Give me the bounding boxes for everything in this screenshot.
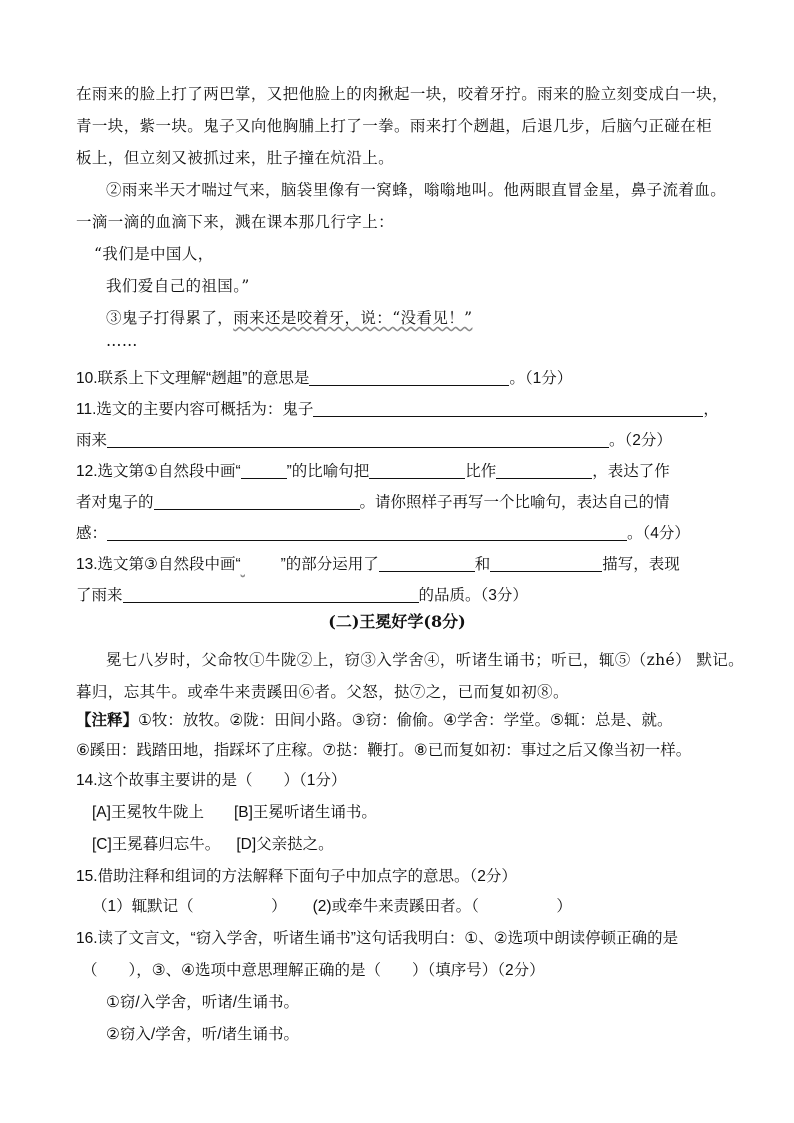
q14-option-c[interactable]: [C]王冕暮归忘牛。 xyxy=(92,836,221,853)
notes-line2: ⑥蹊田：践踏田地，指踩坏了庄稼。⑦挞：鞭打。⑧已而复如初：事过之后又像当初一样。 xyxy=(76,742,692,759)
passage-ellipsis: …… xyxy=(106,332,138,350)
q12-text-c: 比作 xyxy=(465,463,497,480)
q12-score: 。（4分） xyxy=(627,525,690,542)
section-2-title: (二)王冕好学(8分) xyxy=(328,612,466,631)
q13-answer-blank-3[interactable] xyxy=(123,586,419,603)
q14-option-b[interactable]: [B]王冕听诸生诵书。 xyxy=(233,804,377,821)
question-11-line1 xyxy=(76,397,719,419)
q11-answer-blank-1[interactable] xyxy=(313,400,703,417)
passage-quote-line1: “我们是中国人， xyxy=(94,245,214,263)
q15-item-2[interactable]: (2)或牵牛来责蹊田者。（ ） xyxy=(312,898,572,915)
q13-wavy-sample xyxy=(241,556,281,574)
q10-score: 。（1分） xyxy=(509,370,573,387)
q12-answer-blank-3[interactable] xyxy=(154,493,360,510)
q11-text-2: 雨来 xyxy=(76,432,108,449)
q12-underline-sample xyxy=(241,462,287,479)
passage-p1-line2: 青一块，紫一块。鬼子又向他胸脯上打了一拳。雨来打个趔趄，后退几步，后脑勺正碰在柜 xyxy=(76,117,713,135)
q15-item-1[interactable]: （1）辄默记（ ） xyxy=(92,898,287,915)
q13-text-b: ”的部分运用了 xyxy=(280,556,379,573)
question-12-line1 xyxy=(76,459,670,481)
passage-p1-line3: 板上，但立刻又被抓过来，肚子撞在炕沿上。 xyxy=(76,149,395,167)
notes-line1 xyxy=(76,708,673,730)
q14-option-d[interactable]: [D]父亲挞之。 xyxy=(236,836,334,853)
q12-text-g: 感： xyxy=(76,525,108,542)
passage-p3-wavy-underlined: 雨来还是咬着牙，说：“没看见！” xyxy=(233,309,473,327)
q15-items xyxy=(92,894,572,916)
passage-quote-line2: 我们爱自己的祖国。” xyxy=(106,277,250,295)
q13-text-e: 了雨来 xyxy=(76,587,123,604)
question-11-line2 xyxy=(76,428,672,450)
q13-answer-blank-2[interactable] xyxy=(490,555,602,572)
passage-p2-line2: 一滴一滴的血滴下来，溅在课本那几行字上： xyxy=(76,213,395,231)
q13-answer-blank-1[interactable] xyxy=(379,555,475,572)
q14-options-row1 xyxy=(92,800,377,822)
q13-text-d: 描写，表现 xyxy=(602,556,680,573)
question-15: 15.借助注释和组词的方法解释下面句子中加点字的意思。（2分） xyxy=(76,868,517,885)
q12-text-f: 。请你照样子再写一个比喻句，表达自己的情 xyxy=(359,494,670,511)
q10-answer-blank[interactable] xyxy=(309,369,509,386)
q13-text-a: 13.选文第③自然段中画“ xyxy=(76,556,241,573)
q12-answer-blank-2[interactable] xyxy=(496,462,592,479)
q13-score: 的品质。（3分） xyxy=(418,587,528,604)
passage-p3-prefix: ③鬼子打得累了， xyxy=(106,309,234,327)
question-14: 14.这个故事主要讲的是（ ）（1分） xyxy=(76,772,347,789)
q16-option-1: ①窃/入学舍，听诸/生诵书。 xyxy=(106,994,300,1011)
q12-text-a: 12.选文第①自然段中画“ xyxy=(76,463,241,480)
passage-p3 xyxy=(106,306,472,328)
question-10 xyxy=(76,366,572,388)
classical-text-line1: 冕七八岁时，父命牧①牛陇②上，窃③入学舍④，听诸生诵书；听已，辄⑤（zhé） 默记。 xyxy=(106,651,745,669)
q14-option-a[interactable]: [A]王冕牧牛陇上 xyxy=(92,804,204,821)
question-12-line3 xyxy=(76,521,690,543)
notes-line1-text: ①牧：放牧。②陇：田间小路。③窃：偷偷。④学舍：学堂。⑤辄：总是、就。 xyxy=(138,712,673,729)
q11-answer-blank-2[interactable] xyxy=(107,431,609,448)
question-12-line2 xyxy=(76,490,670,512)
q11-score: 。（2分） xyxy=(609,432,672,449)
q11-text: 11.选文的主要内容可概括为：鬼子 xyxy=(76,401,314,418)
question-13-line2 xyxy=(76,583,528,605)
q16-option-2: ②窃入/学舍，听/诸生诵书。 xyxy=(106,1026,300,1043)
passage-p2-line1: ②雨来半天才喘过气来，脑袋里像有一窝蜂，嗡嗡地叫。他两眼直冒金星，鼻子流着血。 xyxy=(106,181,727,199)
question-16-line1: 16.读了文言文，“窃入学舍，听诸生诵书”这句话我明白：①、②选项中朗读停顿正确的是 xyxy=(76,930,679,947)
notes-label: 【注释】 xyxy=(76,712,139,729)
question-13-line1 xyxy=(76,552,680,574)
q14-options-row2 xyxy=(92,832,334,854)
q12-answer-blank-1[interactable] xyxy=(369,462,465,479)
q12-text-b: ”的比喻句把 xyxy=(286,463,370,480)
q11-comma: ， xyxy=(703,401,719,418)
q12-text-d: ，表达了作 xyxy=(592,463,670,480)
q10-text: 10.联系上下文理解“趔趄”的意思是 xyxy=(76,370,310,387)
q12-answer-blank-4[interactable] xyxy=(107,524,627,541)
q13-text-c: 和 xyxy=(474,556,491,573)
passage-p1-line1: 在雨来的脸上打了两巴掌，又把他脸上的肉揪起一块，咬着牙拧。雨来的脸立刻变成白一块， xyxy=(76,85,728,103)
question-16-line2: （ ），③、④选项中意思理解正确的是（ ）（填序号）（2分） xyxy=(82,962,545,979)
classical-text-line2: 暮归，忘其牛。或牵牛来责蹊田⑥者。父怒，挞⑦之，已而复如初⑧。 xyxy=(76,683,569,701)
q12-text-e: 者对鬼子的 xyxy=(76,494,154,511)
